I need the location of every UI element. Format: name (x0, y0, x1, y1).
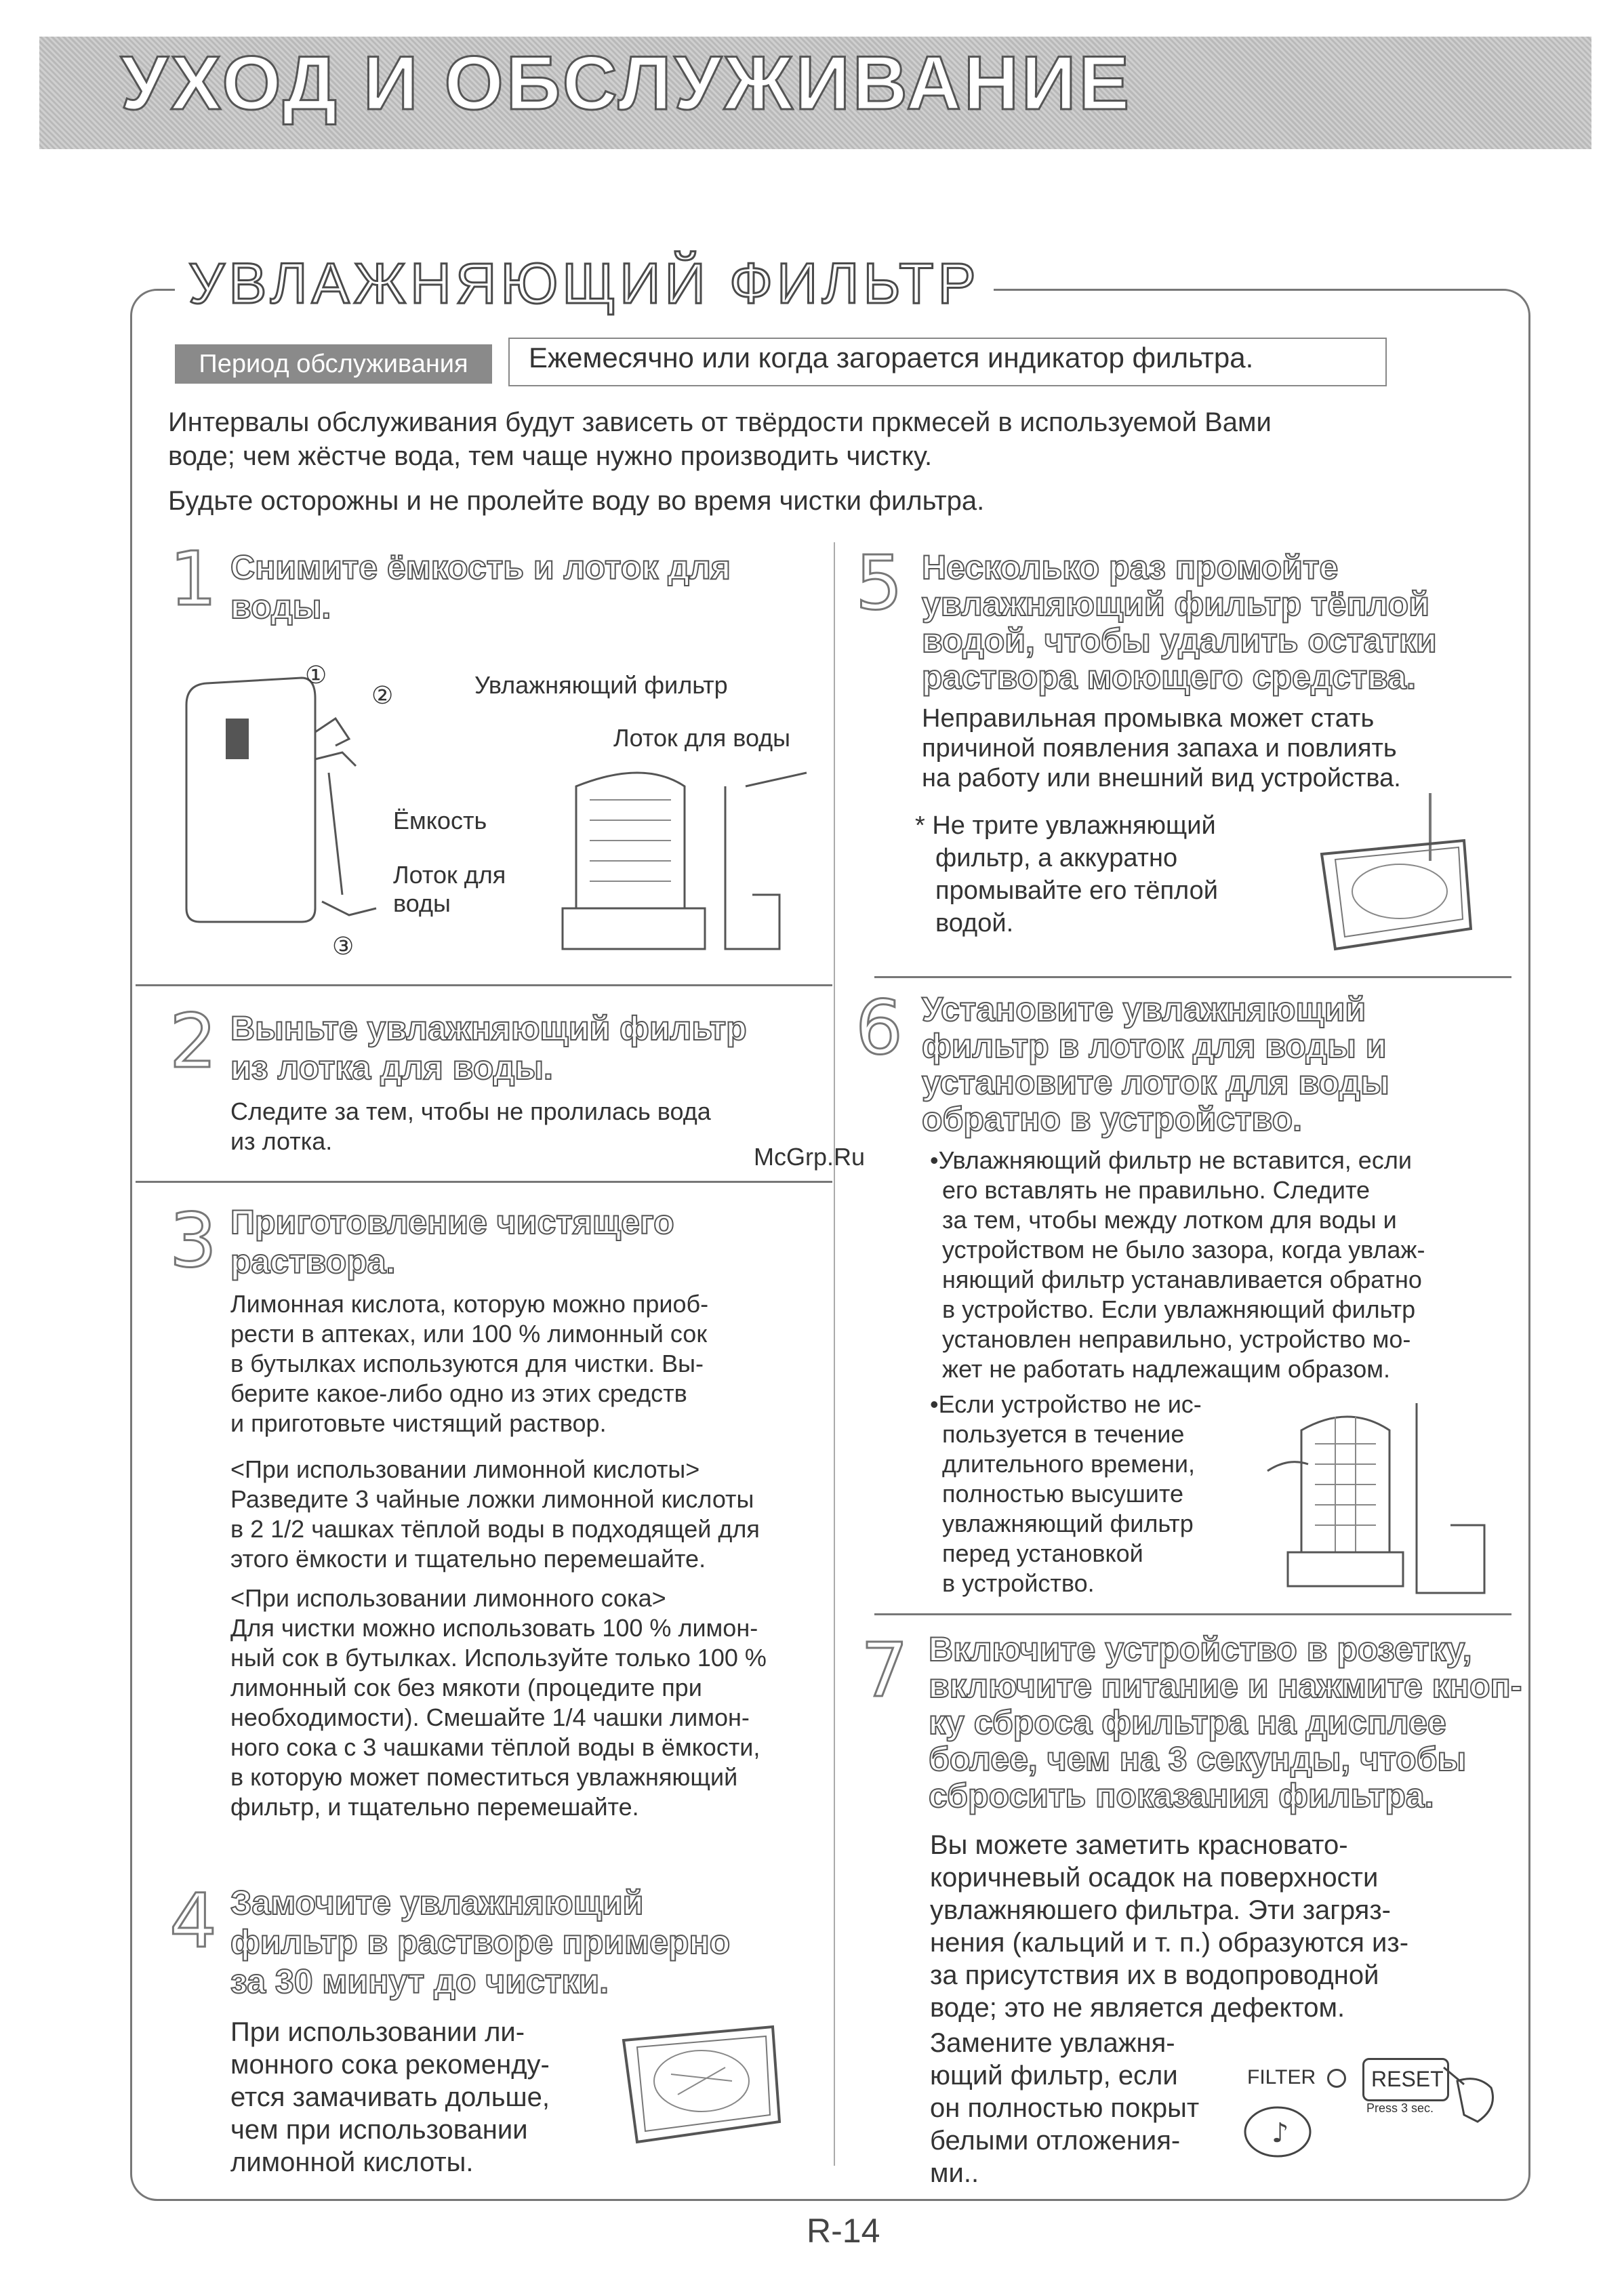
step-6-bullet-1-line-8: жет не работать надлежащим образом. (942, 1355, 1391, 1383)
step-1-marker-2: ② (371, 681, 394, 709)
step-7-body-6: воде; это не является дефектом. (930, 1993, 1345, 2023)
step-1-label-tray: Лоток для воды (613, 724, 791, 752)
step-7-heading-3: ку сброса фильтра на дисплее (929, 1703, 1446, 1741)
step-5-body-2: причиной появления запаха и повлиять (922, 734, 1397, 763)
reset-button[interactable] (1362, 2058, 1449, 2101)
step-2-number: 2 (169, 998, 217, 1085)
step-6-heading-2: фильтр в лоток для воды и (922, 1027, 1387, 1065)
step-1-number: 1 (169, 536, 217, 622)
step-1-device-illustration (173, 651, 397, 949)
period-text: Ежемесячно или когда загорается индикатор фильтра. (529, 342, 1254, 373)
step-3-juice-line-6: в которую может поместиться увлажняющий (230, 1763, 738, 1791)
step-6-bullet-2-line-3: длительного времени, (942, 1450, 1195, 1478)
watermark: McGrp.Ru (754, 1143, 866, 1171)
step-3-acid-title: <При использовании лимонной кислоты> (230, 1455, 700, 1483)
step-3-acid-line-3: этого ёмкости и тщательно перемешайте. (230, 1545, 706, 1573)
step-5-body-3: на работу или внешний вид устройства. (922, 764, 1401, 792)
step-1-marker-3: ③ (332, 932, 354, 960)
step-6-bullet-2-line-1: •Если устройство не ис- (930, 1390, 1202, 1418)
step-1-label-tray-2: Лоток для (393, 861, 506, 889)
step-1-heading-2: воды. (230, 588, 331, 626)
step-1-heading: Снимите ёмкость и лоток для (230, 548, 731, 586)
step-7-body-4: нения (кальций и т. п.) образуются из- (930, 1928, 1409, 1958)
pointing-hand-icon (1437, 2054, 1505, 2128)
step-7-heading-4: более, чем на 3 секунды, чтобы (929, 1740, 1467, 1778)
page-number: R-14 (807, 2212, 880, 2250)
step-3-acid-line-1: Разведите 3 чайные ложки лимонной кислоты (230, 1485, 754, 1513)
step-4-line-2: монного сока рекоменду- (230, 2050, 550, 2080)
step-6-bullet-2-line-5: увлажняющий фильтр (942, 1510, 1194, 1537)
intro-line-3: Будьте осторожны и не пролейте воду во время чистки фильтра. (168, 486, 985, 516)
step-3-line-4: берите какое-либо одно из этих средств (230, 1379, 687, 1407)
step-3-number: 3 (169, 1197, 217, 1284)
step-3-line-5: и приготовьте чистящий раствор. (230, 1409, 607, 1437)
step-5-body-1: Неправильная промывка может стать (922, 704, 1375, 733)
step-6-heading-4: обратно в устройство. (922, 1100, 1303, 1138)
step-5-heading-2: увлажняющий фильтр тёплой (922, 585, 1429, 623)
svg-text:♪: ♪ (1272, 2118, 1289, 2149)
divider-5-6 (874, 976, 1511, 978)
beep-sound-icon (1240, 2101, 1315, 2162)
step-4-line-3: ется замачивать дольше, (230, 2082, 550, 2112)
step-5-number: 5 (855, 540, 903, 626)
step-3-line-1: Лимонная кислота, которую можно приоб- (230, 1290, 709, 1318)
step-3-juice-line-3: лимонный сок без мякоти (процедите при (230, 1674, 702, 1701)
step-6-heading: Установите увлажняющий (922, 990, 1366, 1028)
step-3-acid-line-2: в 2 1/2 чашках тёплой воды в подходящей для (230, 1515, 760, 1543)
step-7-heading-5: сбросить показания фильтра. (929, 1777, 1434, 1815)
period-label: Период обслуживания (175, 344, 492, 384)
step-6-install-illustration (1261, 1390, 1505, 1613)
step-4-heading-2: фильтр в растворе примерно (230, 1923, 731, 1961)
filter-indicator-icon (1327, 2069, 1346, 2088)
step-4-line-4: чем при использовании (230, 2115, 528, 2145)
divider-1-2 (136, 984, 832, 986)
step-7-heading-2: включите питание и нажмите кноп- (929, 1667, 1522, 1705)
step-6-bullet-1-line-6: в устройство. Если увлажняющий фильтр (942, 1295, 1416, 1323)
step-3-juice-line-7: фильтр, и тщательно перемешайте. (230, 1793, 639, 1821)
step-3-juice-line-5: ного сока с 3 чашками тёплой воды в ёмкости, (230, 1733, 760, 1761)
step-7-body-2: коричневый осадок на поверхности (930, 1863, 1379, 1893)
step-7-body-1: Вы можете заметить красновато- (930, 1830, 1348, 1860)
divider-6-7 (874, 1613, 1511, 1615)
step-3-juice-line-4: необходимости). Смешайте 1/4 чашки лимон- (230, 1703, 750, 1731)
step-2-heading-2: из лотка для воды. (230, 1049, 553, 1087)
step-6-bullet-1-line-2: его вставлять не правильно. Следите (942, 1176, 1371, 1204)
step-6-bullet-2-line-6: перед установкой (942, 1539, 1143, 1567)
step-5-note-3: промывайте его тёплой (935, 876, 1218, 905)
step-5-note-1: * Не трите увлажняющий (915, 811, 1216, 840)
step-2-body-2: из лотка. (230, 1127, 333, 1155)
step-5-rinse-illustration (1308, 780, 1491, 956)
press-duration-label: Press 3 sec. (1366, 2101, 1434, 2115)
step-4-basin-illustration (603, 2000, 793, 2162)
step-4-line-1: При использовании ли- (230, 2017, 525, 2047)
filter-indicator-label: FILTER (1247, 2066, 1316, 2088)
step-5-note-4: водой. (935, 909, 1014, 937)
intro-line-1: Интервалы обслуживания будут зависеть от твёрдости пркмесей в используемой Вами (168, 407, 1272, 437)
step-3-line-3: в бутылках используются для чистки. Вы- (230, 1350, 704, 1377)
step-5-heading-3: водой, чтобы удалить остатки (922, 622, 1437, 660)
step-6-bullet-2-line-4: полностью высушите (942, 1480, 1183, 1508)
reset-button-label: RESET (1371, 2067, 1444, 2091)
section-title: УВЛАЖНЯЮЩИЙ ФИЛЬТР (175, 251, 994, 317)
step-3-heading-2: раствора. (230, 1242, 396, 1280)
step-1-label-tank: Ёмкость (393, 807, 487, 834)
step-7-body-5: за присутствия их в водопроводной (930, 1960, 1379, 1990)
intro-line-2: воде; чем жёстче вода, тем чаще нужно производить чистку. (168, 441, 933, 471)
step-3-juice-title: <При использовании лимонного сока> (230, 1584, 666, 1612)
step-1-label-tray-2b: воды (393, 889, 451, 917)
step-6-heading-3: установите лоток для воды (922, 1064, 1389, 1102)
column-divider (834, 542, 835, 2166)
step-6-bullet-1-line-1: •Увлажняющий фильтр не вставится, если (930, 1146, 1412, 1174)
step-7-body-3: увлажняюшего фильтра. Эти загряз- (930, 1895, 1391, 1925)
step-6-bullet-1-line-7: установлен неправильно, устройство мо- (942, 1325, 1411, 1353)
step-7-body2-1: Замените увлажня- (930, 2028, 1175, 2058)
step-2-heading: Выньте увлажняющий фильтр (230, 1009, 747, 1047)
step-4-line-5: лимонной кислоты. (230, 2147, 474, 2177)
step-6-bullet-2-line-2: пользуется в течение (942, 1420, 1185, 1448)
step-5-heading: Несколько раз промойте (922, 548, 1339, 586)
step-1-filter-illustration (549, 746, 820, 976)
step-4-heading: Замочите увлажняющий (230, 1884, 644, 1922)
step-2-body-1: Следите за тем, чтобы не пролилась вода (230, 1097, 711, 1125)
step-3-line-2: рести в аптеках, или 100 % лимонный сок (230, 1320, 708, 1348)
step-4-number: 4 (169, 1878, 217, 1964)
step-7-heading: Включите устройство в розетку, (929, 1630, 1472, 1668)
step-5-heading-4: раствора моющего средства. (922, 658, 1416, 696)
step-5-note-2: фильтр, а аккуратно (935, 844, 1178, 872)
step-6-number: 6 (855, 984, 903, 1071)
step-7-body2-5: ми.. (930, 2158, 979, 2188)
step-1-label-filter: Увлажняющий фильтр (474, 671, 728, 699)
step-4-heading-3: за 30 минут до чистки. (230, 1962, 609, 2000)
step-1-marker-1: ① (305, 661, 327, 689)
step-7-body2-2: ющий фильтр, если (930, 2061, 1178, 2090)
step-7-body2-4: белыми отложения- (930, 2126, 1181, 2156)
step-6-bullet-1-line-4: устройством не было зазора, когда увлаж- (942, 1236, 1425, 1264)
step-3-heading: Приготовление чистящего (230, 1203, 674, 1241)
step-7-number: 7 (861, 1627, 908, 1714)
divider-2-3 (136, 1181, 832, 1183)
step-6-bullet-1-line-5: няющий фильтр устанавливается обратно (942, 1266, 1422, 1293)
step-6-bullet-2-line-7: в устройство. (942, 1569, 1095, 1597)
step-3-juice-line-2: ный сок в бутылках. Используйте только 100 % (230, 1644, 767, 1672)
step-7-body2-3: он полностью покрыт (930, 2093, 1200, 2123)
page-title: УХОД И ОБСЛУЖИВАНИЕ (121, 41, 1133, 125)
step-6-bullet-1-line-3: за тем, чтобы между лотком для воды и (942, 1206, 1397, 1234)
step-3-juice-line-1: Для чистки можно использовать 100 % лимон- (230, 1614, 758, 1642)
